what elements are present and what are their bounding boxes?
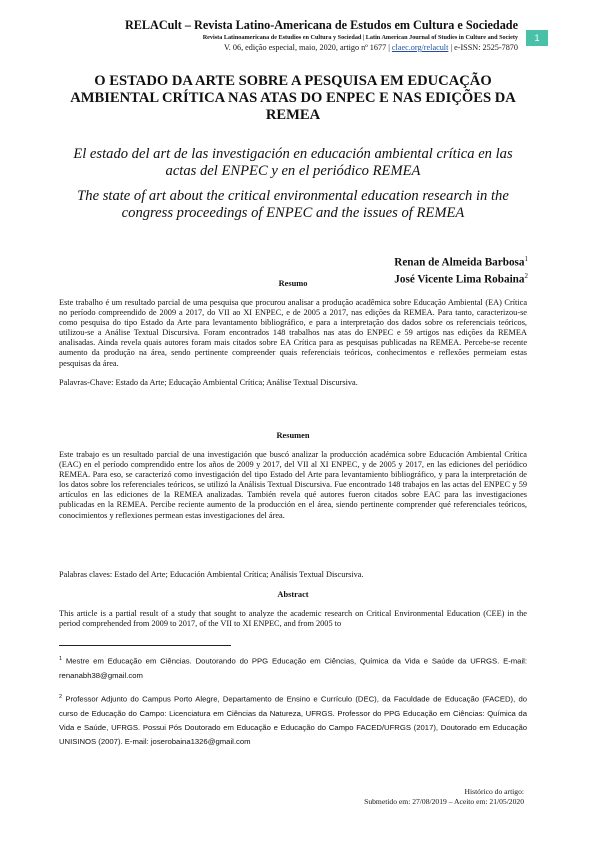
footnote-number: 1 <box>59 656 63 662</box>
journal-subtitle: Revista Latinoamericana de Estudios en Cultura y Sociedad | Latin American Journal of Studies in Culture and Society <box>202 34 518 41</box>
footnote-mark[interactable]: 2 <box>524 271 528 280</box>
history-label: Histórico do artigo: <box>464 787 524 796</box>
footnote-text: Mestre em Educação em Ciências. Doutorando do PPG Educação em Ciências, Química da Vida e Saúde da UFRGS. E-mail: renanabh38@gmail.com <box>59 656 527 680</box>
title-spanish: El estado del art de las investigación en educación ambiental crítica en las actas del ENPEC y en el periódico REMEA <box>73 146 513 179</box>
journal-header <box>40 18 518 53</box>
article-history <box>364 787 524 807</box>
footnote-mark[interactable]: 1 <box>524 255 528 263</box>
resumo-body-wrap <box>59 298 527 369</box>
resumen-body-wrap <box>59 450 527 521</box>
resumen-body: Este trabajo es un resultado parcial de una investigación que buscó analizar la producción académica sobre Educación Ambiental Crítica (EAC) en el período comprendido entre los años de 2009 y 2017, del VII al XI ENPEC, y de 2005 y 2017, en las ediciones del periódico REMEA. Para eso, se caracterizó como investigación del tipo Estado del Arte para levantamiento bibliográfico, y para la interpretación de los datos sobre los referenciales teóricos, se utilizó la Análisis Textual Discursiva. Fue encontrado 148 trabajos en las actas del ENPEC y 59 artículos en las ediciones de la REMEA analizadas. También revela qué autores fueron citados sobre EAC para las investigaciones publicadas en la REMEA. Percibe reciente aumento de la producción en el área, siendo pertinente comprender qué referenciales teóricos, conocimientos y reflexiones permean estas investigaciones del área. <box>59 450 527 520</box>
history-dates: Submetido em: 27/08/2019 – Aceito em: 21/05/2020 <box>364 797 524 806</box>
journal-title: RELACult – Revista Latino-Americana de Estudos em Cultura e Sociedade <box>124 18 518 32</box>
author-name: José Vicente Lima Robaina <box>394 273 525 286</box>
resumo-section <box>59 278 527 289</box>
abstract-body-wrap <box>59 609 527 629</box>
footnote-1 <box>59 652 527 683</box>
abstract-section <box>59 589 527 600</box>
abstract-heading: Abstract <box>277 590 309 599</box>
author-name: Renan de Almeida Barbosa <box>394 256 525 269</box>
journal-website-link[interactable]: claec.org/relacult <box>391 43 449 52</box>
title-english: The state of art about the critical environmental education research in the congress proceedings of ENPEC and the issues of REMEA <box>77 188 509 221</box>
footnote-divider <box>59 645 231 646</box>
journal-meta <box>40 42 518 53</box>
footnote-text: Professor Adjunto do Campus Porto Alegre, Departamento de Ensino e Currículo (DEC), da Faculdade de Educação (FACED), do curso de Educação do Campo: Licenciatura em Ciências da Natureza, UFRGS. Professor do PPG Educação em Ciências: Química da Vida e Saúde, UFRGS. Possui Pós Doutorado em Educação e Educação do Campo FACED/UFRGS (2017), Doutorado em Educação UNISINOS (2007). E-mail: joserobaina1326@gmail.com <box>59 694 528 747</box>
resumo-body: Este trabalho é um resultado parcial de uma pesquisa que procurou analisar a produção acadêmica sobre Educação Ambiental (EA) Crítica no período compreendido de 2009 a 2017, do VII ao XI ENPEC, e de 2005 a 2017, nas edições da REMEA. Para tanto, caracterizou-se como pesquisa do tipo Estado da Arte para levantamento bibliográfico, e para a interpretação dos dados sobre os referenciais teóricos, utilizou-se a Análise Textual Discursiva. Foram encontrados 148 trabalhos nas atas do ENPEC e 59 artigos nas edições da REMEA analisadas. Ainda revela quais autores foram mais citados sobre EA Crítica para as pesquisas publicadas na REMEA. Percebe-se recente aumento da produção na área, sendo pertinente compreender quais referenciais teóricos, conhecimentos e reflexões permeiam estas pesquisas da área. <box>59 298 527 368</box>
journal-volume-info: V. 06, edição especial, maio, 2020, artigo nº 1677 | <box>223 43 392 52</box>
footnote-number: 2 <box>59 694 63 700</box>
resumo-keywords-wrap <box>59 378 527 388</box>
title-portuguese: O ESTADO DA ARTE SOBRE A PESQUISA EM EDUCAÇÃO AMBIENTAL CRÍTICA NAS ATAS DO ENPEC E NAS EDIÇÕES DA REMEA <box>70 73 516 123</box>
author-1 <box>394 253 528 270</box>
resumen-heading: Resumen <box>276 431 310 440</box>
resumen-section <box>59 430 527 441</box>
resumen-keywords: Palabras claves: Estado del Arte; Educación Ambiental Crítica; Análisis Textual Discursiva. <box>59 570 364 579</box>
abstract-body: This article is a partial result of a study that sought to analyze the academic research on Critical Environmental Education (CEE) in the period comprehended from 2009 to 2017, of the VII to XI ENPEC, and from 2005 to <box>59 609 527 629</box>
footnote-2 <box>59 690 527 750</box>
journal-issn: | e-ISSN: 2525-7870 <box>448 43 518 52</box>
resumo-heading: Resumo <box>278 279 308 288</box>
resumen-keywords-wrap <box>59 570 527 580</box>
resumo-keywords: Palavras-Chave: Estado da Arte; Educação Ambiental Crítica; Análise Textual Discursiva. <box>59 378 358 387</box>
page-number-badge: 1 <box>526 30 548 46</box>
